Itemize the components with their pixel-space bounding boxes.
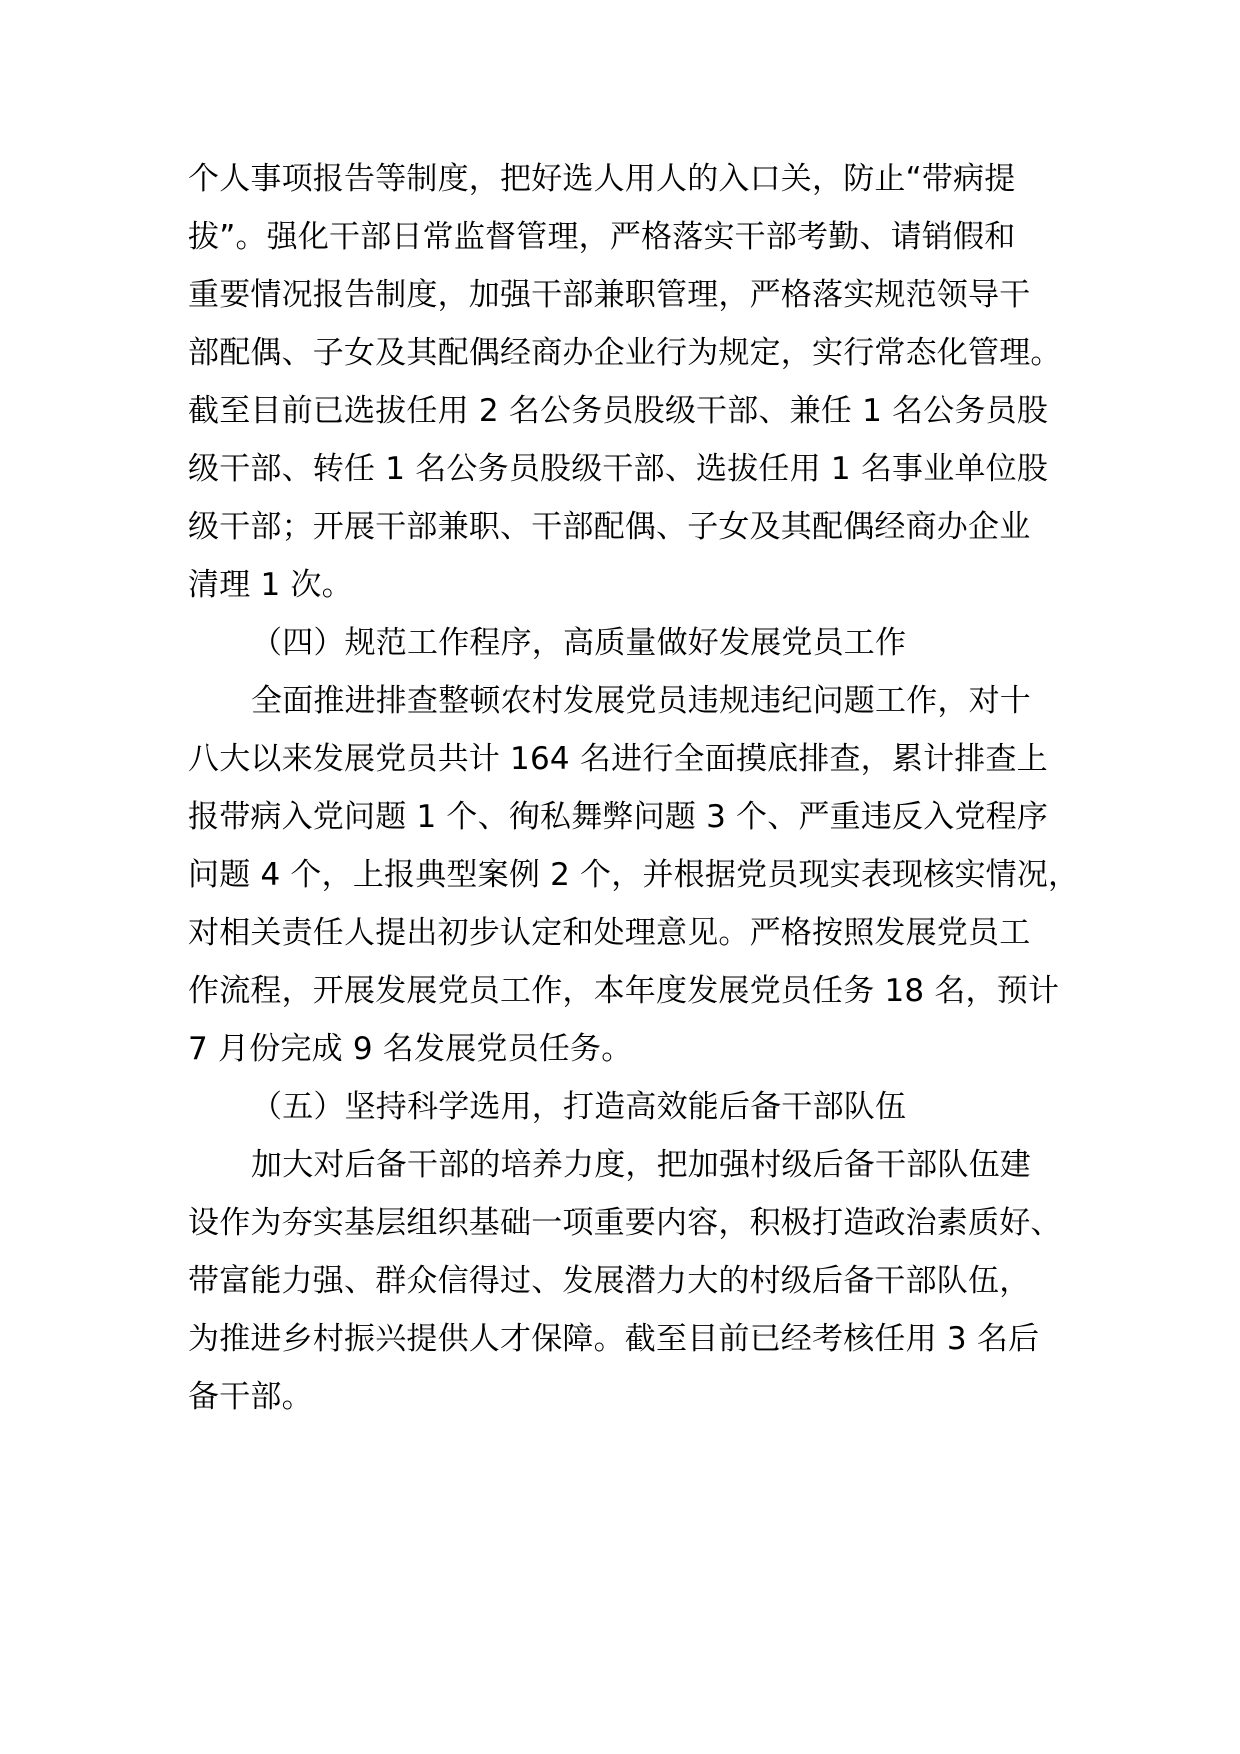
text-line: 级干部、转任 1 名公务员股级干部、选拔任用 1 名事业单位股	[188, 451, 1049, 487]
text-line: 7 月份完成 9 名发展党员任务。	[188, 1031, 633, 1067]
text-line: 重要情况报告制度，加强干部兼职管理，严格落实规范领导干	[188, 277, 1031, 313]
text-line: 八大以来发展党员共计 164 名进行全面摸底排查，累计排查上	[188, 741, 1048, 777]
text-line: 作流程，开展发展党员工作，本年度发展党员任务 18 名，预计	[188, 973, 1060, 1009]
text-line: 截至目前已选拔任用 2 名公务员股级干部、兼任 1 名公务员股	[188, 393, 1049, 429]
text-line: 清理 1 次。	[188, 567, 353, 603]
text-line: 带富能力强、群众信得过、发展潜力大的村级后备干部队伍，	[188, 1263, 1031, 1299]
text-line: 备干部。	[188, 1379, 313, 1415]
text-line: 设作为夯实基层组织基础一项重要内容，积极打造政治素质好、	[188, 1205, 1062, 1241]
section-heading-5: （五）坚持科学选用，打造高效能后备干部队伍	[251, 1089, 907, 1125]
text-line: 加大对后备干部的培养力度，把加强村级后备干部队伍建	[251, 1147, 1031, 1183]
text-line: 报带病入党问题 1 个、徇私舞弊问题 3 个、严重违反入党程序	[188, 799, 1049, 835]
text-line: 拔”。强化干部日常监督管理，严格落实干部考勤、请销假和	[188, 219, 1016, 255]
text-line: 部配偶、子女及其配偶经商办企业行为规定，实行常态化管理。	[188, 335, 1062, 371]
text-line: 为推进乡村振兴提供人才保障。截至目前已经考核任用 3 名后	[188, 1321, 1040, 1357]
text-line: 全面推进排查整顿农村发展党员违规违纪问题工作，对十	[251, 683, 1031, 719]
text-line: 个人事项报告等制度，把好选人用人的入口关，防止“带病提	[188, 161, 1016, 197]
text-line: 问题 4 个，上报典型案例 2 个，并根据党员现实表现核实情况，	[188, 857, 1080, 893]
section-heading-4: （四）规范工作程序，高质量做好发展党员工作	[251, 625, 907, 661]
text-line: 级干部；开展干部兼职、干部配偶、子女及其配偶经商办企业	[188, 509, 1031, 545]
text-line: 对相关责任人提出初步认定和处理意见。严格按照发展党员工	[188, 915, 1031, 951]
